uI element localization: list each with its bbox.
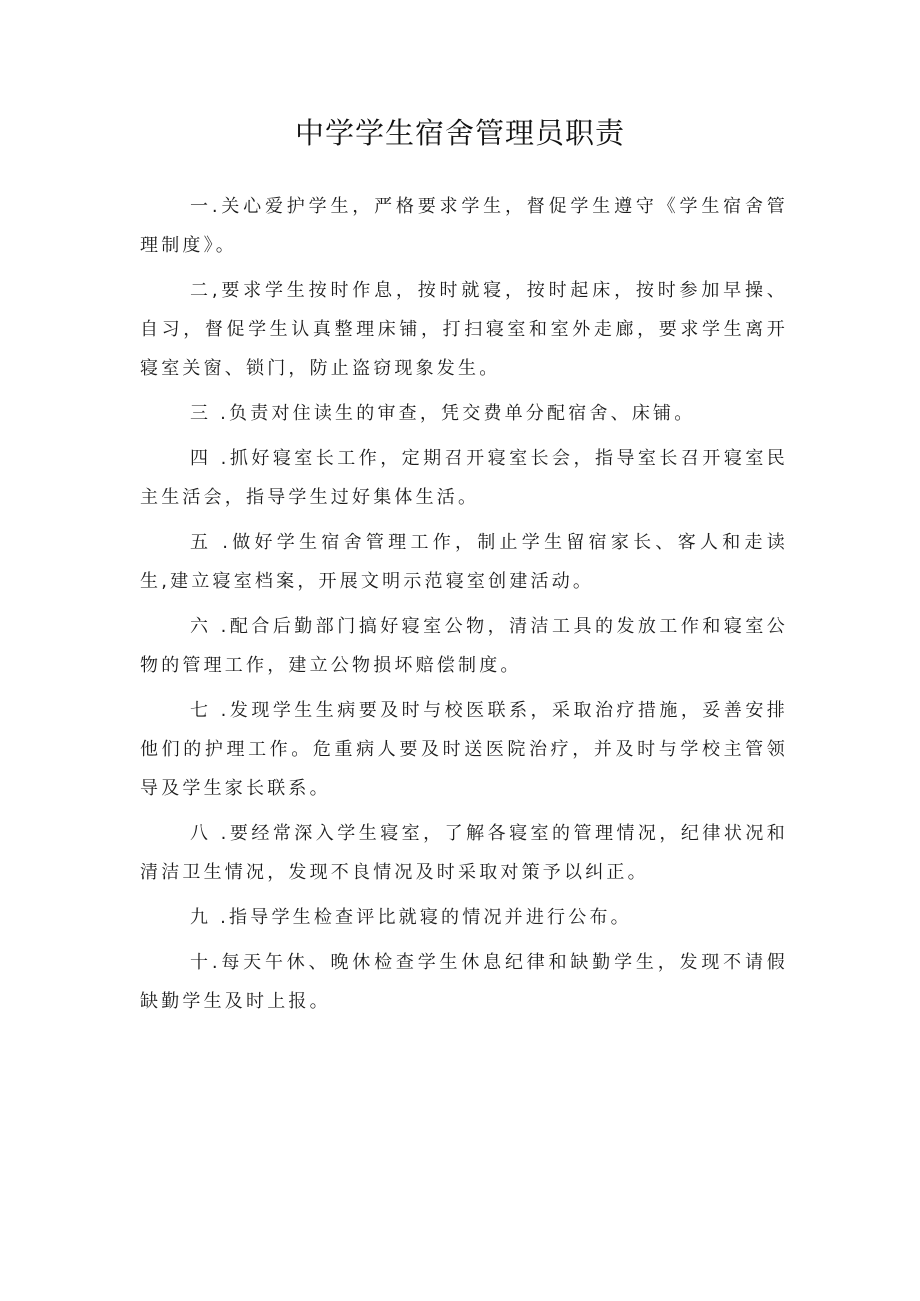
duty-item-2: 二,要求学生按时作息，按时就寝，按时起床，按时参加早操、自习，督促学生认真整理床铺，打扫寝室和室外走廊，要求学生离开寝室关窗、锁门，防止盗窃现象发生。: [140, 280, 788, 379]
duty-item-3: 三 .负责对住读生的审查，凭交费单分配宿舍、床铺。: [190, 403, 696, 424]
duty-item-7: 七 .发现学生生病要及时与校医联系，采取治疗措施，妥善安排他们的护理工作。危重病人要及时送医院治疗，并及时与学校主管领导及学生家长联系。: [140, 700, 788, 799]
duty-item-1: 一.关心爱护学生，严格要求学生，督促学生遵守《学生宿舍管理制度》。: [140, 196, 788, 256]
duty-item-6: 六 .配合后勤部门搞好寝室公物，清洁工具的发放工作和寝室公物的管理工作，建立公物损坏赔偿制度。: [140, 616, 788, 676]
duty-item-4: 四 .抓好寝室长工作，定期召开寝室长会，指导室长召开寝室民主生活会，指导学生过好集体生活。: [140, 448, 788, 508]
document-title: 中学学生宿舍管理员职责: [294, 116, 625, 150]
duty-item-8: 八 .要经常深入学生寝室，了解各寝室的管理情况，纪律状况和清洁卫生情况，发现不良情况及时采取对策予以纠正。: [140, 823, 788, 883]
duty-item-5: 五 .做好学生宿舍管理工作，制止学生留宿家长、客人和走读生,建立寝室档案，开展文明示范寝室创建活动。: [140, 532, 788, 592]
duty-item-10: 十.每天午休、晚休检查学生休息纪律和缺勤学生，发现不请假缺勤学生及时上报。: [140, 952, 788, 1012]
duty-item-9: 九 .指导学生检查评比就寝的情况并进行公布。: [190, 907, 632, 928]
document-body: [140, 187, 788, 1027]
